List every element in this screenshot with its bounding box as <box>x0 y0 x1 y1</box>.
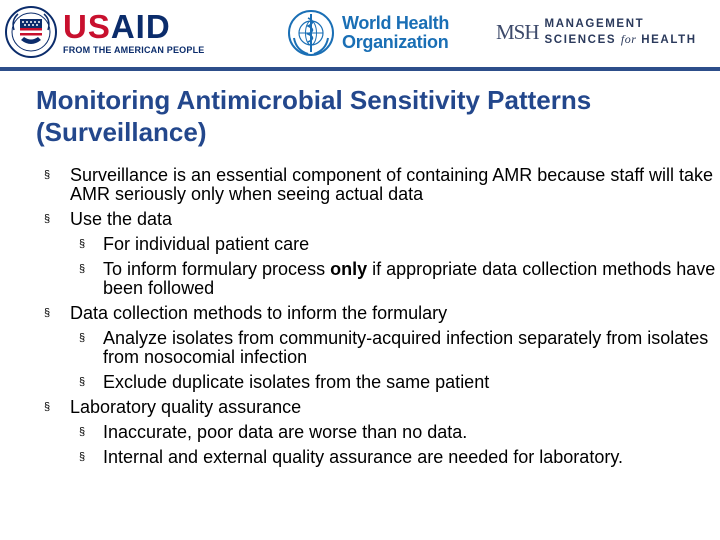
bullet-marker: § <box>79 376 86 388</box>
sub-bullet-item <box>0 260 720 298</box>
bullet-text: Laboratory quality assurance <box>70 397 302 417</box>
bullet-text-post: if appropriate data collection methods have been followed <box>103 259 716 298</box>
sub-bullet-item <box>0 373 720 392</box>
msh-name-line2 <box>545 32 697 48</box>
usaid-seal-icon <box>5 6 57 58</box>
bullet-marker: § <box>79 332 86 344</box>
bullet-marker: § <box>44 213 51 225</box>
usaid-wordmark: USAID <box>63 7 171 45</box>
msh-mark: MSH <box>496 19 539 44</box>
bullet-item <box>0 210 720 229</box>
bullet-text: Data collection methods to inform the formulary <box>70 303 448 323</box>
bullet-marker: § <box>44 401 51 413</box>
bullet-marker: § <box>79 451 86 463</box>
sub-bullet-item <box>0 423 720 442</box>
slide-title: Monitoring Antimicrobial Sensitivity Patterns (Surveillance) <box>36 85 592 147</box>
msh-sciences: SCIENCES <box>544 33 617 46</box>
bullet-text: Inaccurate, poor data are worse than no data. <box>103 422 468 442</box>
bullet-text: Analyze isolates from community-acquired infection separately from isolates from nosocomial infection <box>103 328 709 367</box>
header-divider <box>0 67 720 71</box>
bullet-item <box>0 304 720 323</box>
sub-bullet-item <box>0 329 720 367</box>
bullet-list <box>0 166 720 473</box>
bullet-marker: § <box>44 169 51 181</box>
bullet-marker: § <box>79 238 86 250</box>
bullet-marker: § <box>44 307 51 319</box>
bullet-text: Use the data <box>70 209 173 229</box>
who-emblem-icon <box>286 8 336 58</box>
msh-health: HEALTH <box>641 33 697 46</box>
msh-logo <box>496 10 697 54</box>
bullet-item <box>0 398 720 417</box>
who-name-line1: World Health <box>342 13 450 33</box>
bullet-text: For individual patient care <box>103 234 310 254</box>
bullet-text: Exclude duplicate isolates from the same patient <box>103 372 490 392</box>
bullet-item <box>0 166 720 204</box>
bullet-marker: § <box>79 263 86 275</box>
usaid-tagline: FROM THE AMERICAN PEOPLE <box>63 44 205 55</box>
who-name-line2: Organization <box>342 32 449 52</box>
bullet-text: Internal and external quality assurance are needed for laboratory. <box>103 447 623 467</box>
bullet-text-emphasis: only <box>330 259 368 279</box>
bullet-marker: § <box>79 426 86 438</box>
logo-header <box>0 0 720 68</box>
sub-bullet-item <box>0 235 720 254</box>
bullet-text-pre: To inform formulary process <box>103 259 331 279</box>
msh-name-line1: MANAGEMENT <box>544 17 645 30</box>
who-logo <box>286 8 449 58</box>
bullet-text: Surveillance is an essential component of containing AMR because staff will take AMR seriously only when seeing actual data <box>70 165 714 204</box>
usaid-logo <box>5 6 204 58</box>
msh-for: for <box>620 31 637 46</box>
sub-bullet-item <box>0 448 720 467</box>
